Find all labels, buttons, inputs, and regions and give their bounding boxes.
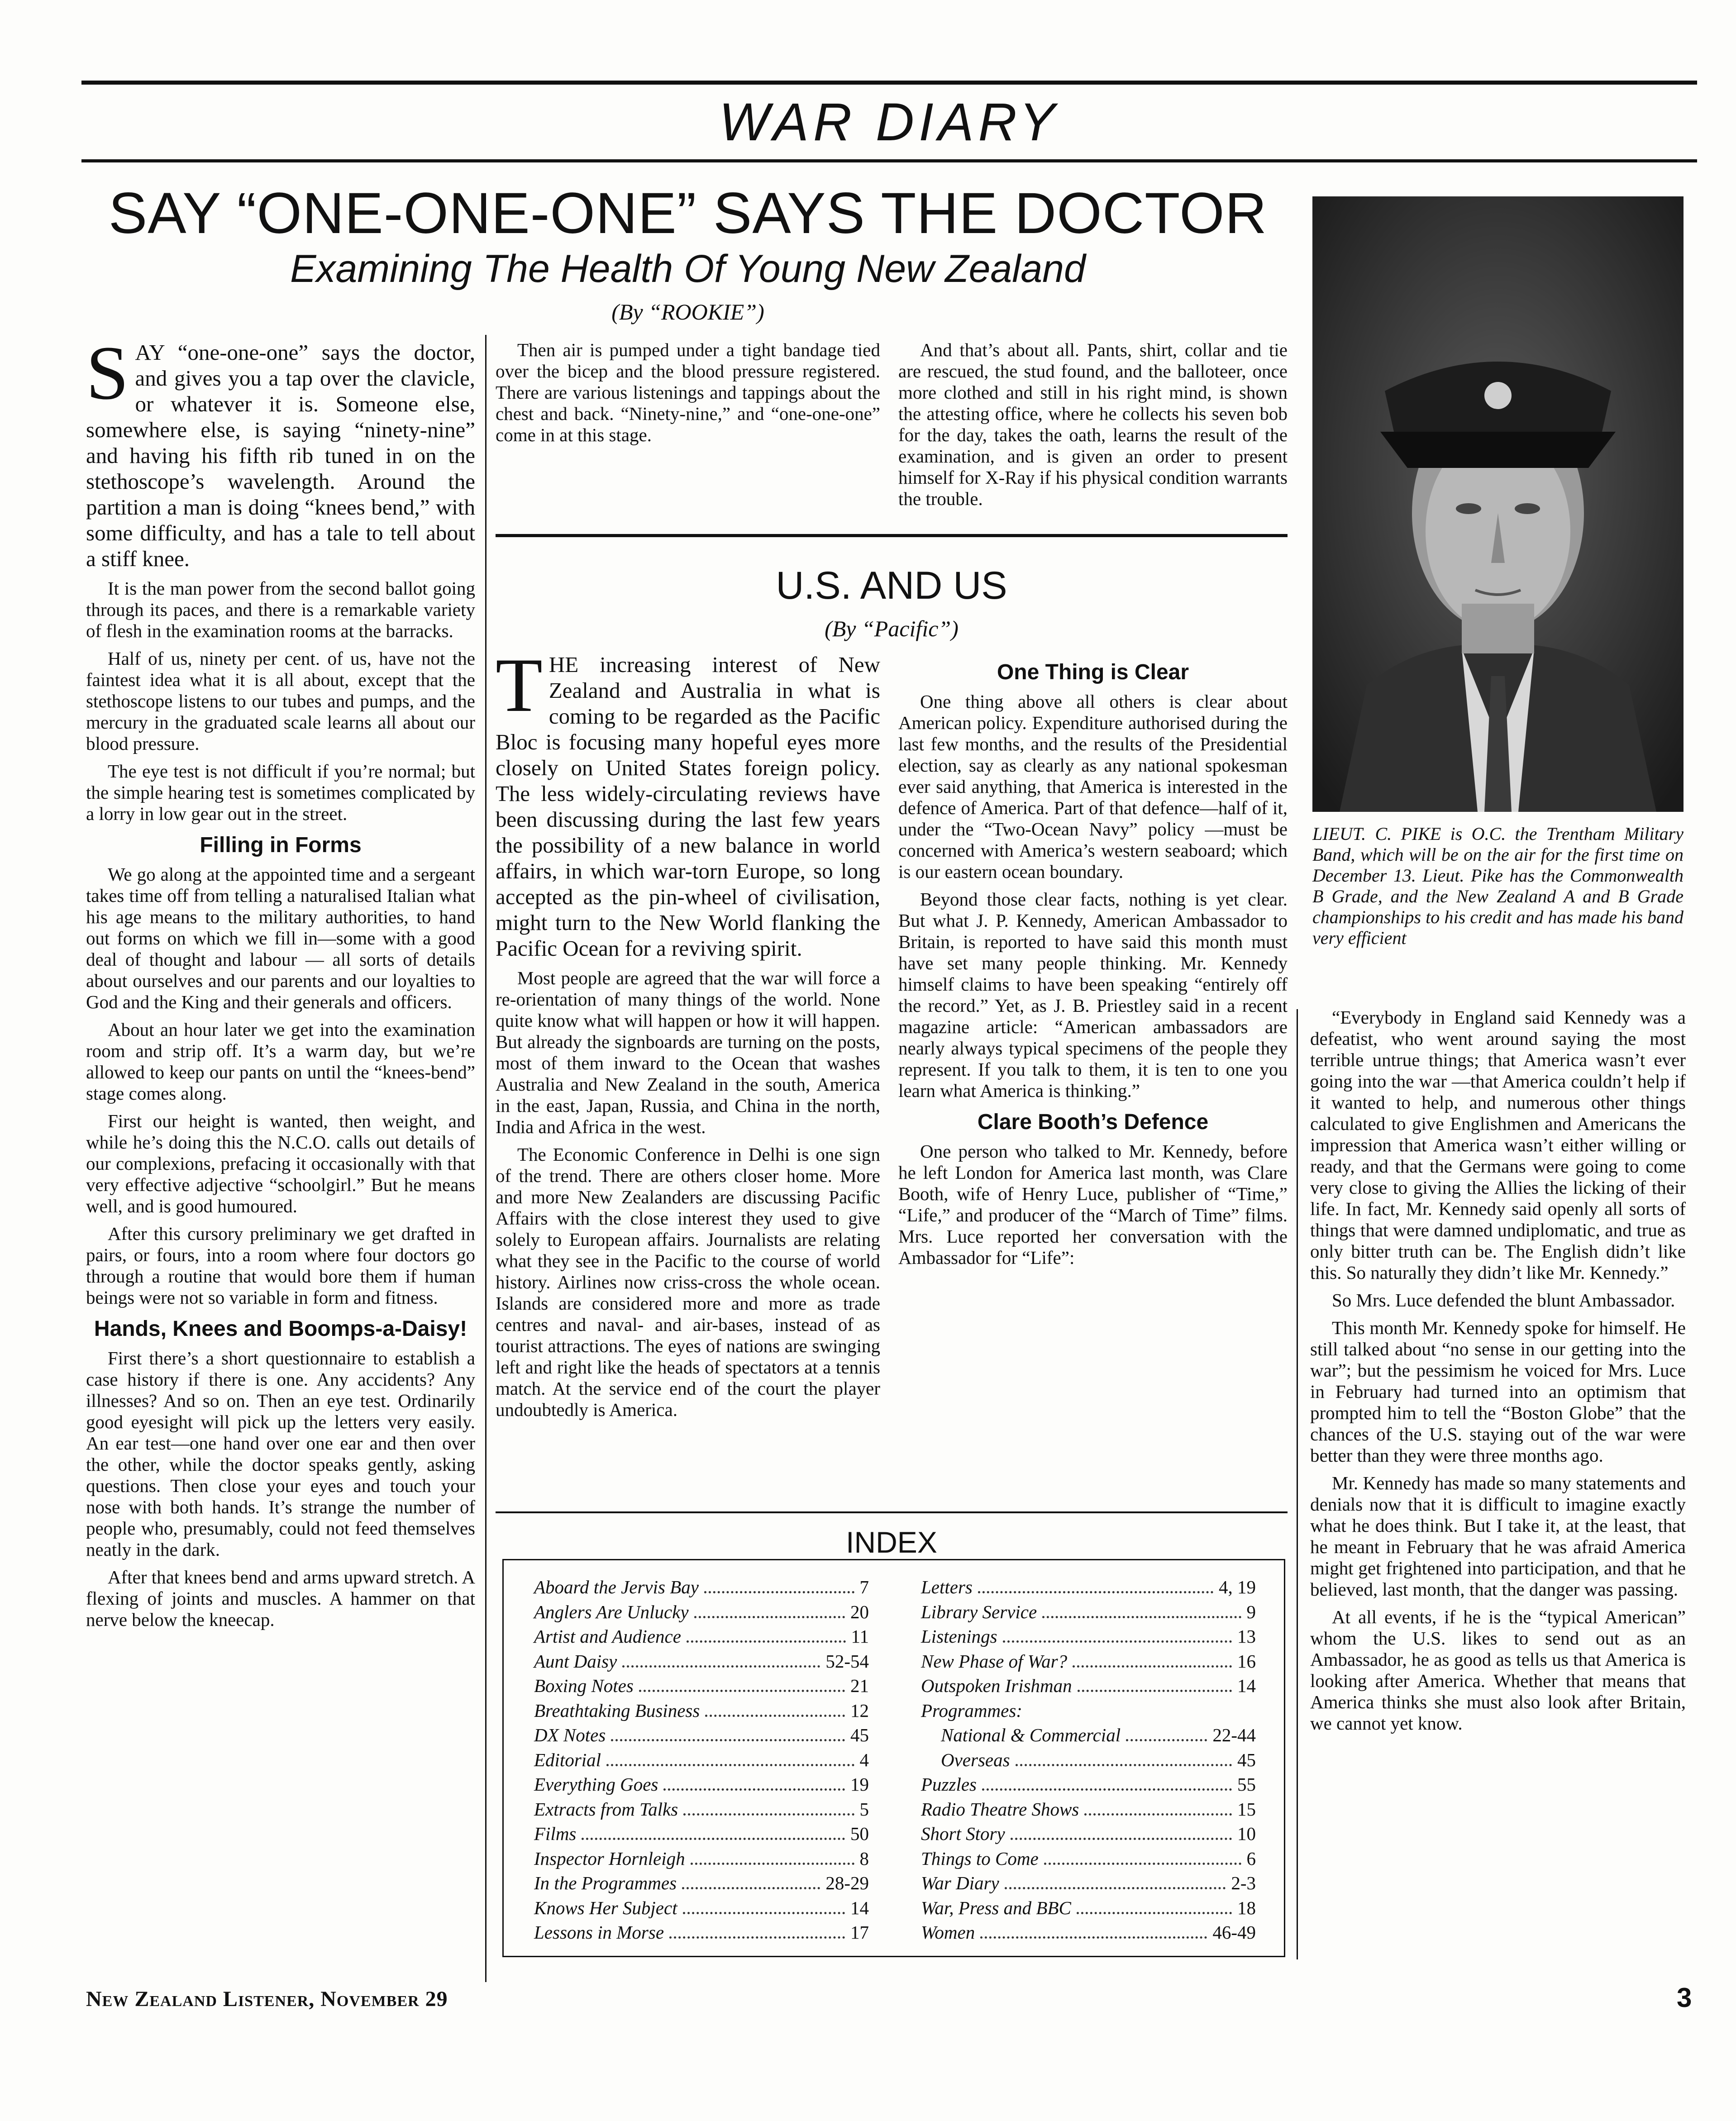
index-entry-name: New Phase of War? [921, 1650, 1068, 1672]
index-entry [921, 1673, 1256, 1698]
index-entry [921, 1723, 1256, 1748]
index-entry-page: 45 [1237, 1749, 1256, 1770]
subheading-clare-booth: Clare Booth’s Defence [977, 1110, 1209, 1134]
index-entry-name: Extracts from Talks [534, 1798, 678, 1820]
paragraph: First our height is wanted, then weight, and while he’s doing this the N.C.O. calls out details of our complexions, prefacing it occasionally with that very effective adjective “schoolgirl.” But he means well, and is good humoured. [86, 1111, 475, 1216]
masthead: WAR DIARY [719, 92, 1060, 152]
index-title: INDEX [846, 1525, 937, 1559]
index-entry-name: Artist and Audience [534, 1626, 681, 1647]
paragraph: The eye test is not difficult if you’re normal; but the simple hearing test is sometimes complicated by a lorry in low gear out in the street. [86, 761, 475, 824]
paragraph: One person who talked to Mr. Kennedy, before he left London for America last month, was Clare Booth, wife of Henry Luce, publisher of “Time,” “Life,” and producer of the “March of Time” films. Mrs. Luce reported her conversation with the Ambassador for “Life”: [898, 1141, 1288, 1268]
index-entry-name: Things to Come [921, 1848, 1039, 1869]
paragraph: So Mrs. Luce defended the blunt Ambassador. [1332, 1290, 1675, 1311]
index-right-column [921, 1575, 1256, 1945]
paragraph: The Economic Conference in Delhi is one sign of the trend. There are others closer home. More and more New Zealanders are discussing Pacific Affairs with the close interest they used to give solely to European affairs. Journalists are relating what they see in the Pacific to the course of world history. Airlines now criss-cross the whole ocean. Islands are considered more and more as trade centres and naval- and air-bases, instead of as tourist attractions. The eyes of nations are swinging left and right like the heads of spectators at a tennis match. At the service end of the court the player undoubtedly is America. [496, 1144, 880, 1420]
article1-column-1 [86, 330, 475, 1637]
index-entry [534, 1871, 869, 1896]
paragraph: Then air is pumped under a tight bandage tied over the bicep and the blood pressure registered. There are various listenings and tappings about the chest and back. “Ninety-nine,” and “one-one-one” come in at this stage. [496, 339, 880, 445]
index-entry [534, 1920, 869, 1945]
index-entry-name: Aboard the Jervis Bay [534, 1577, 699, 1597]
section-divider [496, 534, 1288, 537]
index-entry-page: 7 [859, 1577, 869, 1597]
index-entry-name: Inspector Hornleigh [534, 1848, 685, 1869]
index-entry-page: 16 [1237, 1650, 1256, 1672]
index-entry [921, 1871, 1256, 1896]
paragraph: And that’s about all. Pants, shirt, collar and tie are rescued, the stud found, and the balloteer, once more clothed and still in his right mind, is shown the attesting office, where he collects his seven bob for the day, takes the oath, learns the result of the examination, and is given an order to present himself for X-Ray if his physical condition warrants the trouble. [898, 339, 1288, 509]
index-entry-page: 4 [859, 1749, 869, 1770]
index-entry-page: 13 [1237, 1626, 1256, 1647]
lead-text: AY “one-one-one” says the doctor, and gives you a tap over the clavicle, or whatever it is. Someone else, somewhere else, is saying “ninety-nine” and having his fifth rib tuned in on the stethoscope’s wavelength. Around the partition a man is doing “knees bend,” with some difficulty, and has a tale to tell about a stiff knee. [86, 340, 475, 571]
index-entry-name: Listenings [921, 1626, 997, 1647]
index-entry [534, 1649, 869, 1674]
index-entry-name: Knows Her Subject [534, 1897, 677, 1918]
index-entry-name: War Diary [921, 1873, 999, 1893]
index-entry [534, 1748, 869, 1773]
index-entry [534, 1797, 869, 1822]
drop-cap: T [496, 643, 543, 728]
index-entry [921, 1797, 1256, 1822]
portrait-photo [1312, 196, 1684, 812]
index-entry-heading [921, 1698, 1256, 1723]
index-entry-page: 18 [1237, 1897, 1256, 1918]
article1-column-3 [898, 339, 1288, 516]
paragraph: “Everybody in England said Kennedy was a defeatist, who went around saying the most terrible untrue things; that America wasn’t ever going into the war —that America couldn’t help if it wanted to help, and numerous other things calculated to give Englishmen and Americans the impression that America wasn’t either willing or ready, and that the Germans were going to come very close to giving the Allies the licking of their life. In fact, Mr. Kennedy said openly all sorts of things that were damned undiplomatic, and true as only bitter truth can be. The English didn’t like this. So naturally they didn’t like Mr. Kennedy.” [1310, 1007, 1686, 1283]
index-entry [534, 1575, 869, 1600]
column-divider [1297, 1009, 1298, 1959]
index-entry-name: Letters [921, 1577, 973, 1597]
article1-column-2 [496, 339, 880, 452]
index-entry-page: 9 [1246, 1601, 1256, 1622]
index-entry-page: 6 [1246, 1848, 1256, 1869]
index-entry-page: 45 [850, 1725, 869, 1745]
subheading-one-thing-is-clear: One Thing is Clear [997, 660, 1189, 684]
index-entry-name: Puzzles [921, 1774, 977, 1795]
index-entry-page: 12 [850, 1700, 869, 1721]
index-entry-name: In the Programmes [534, 1873, 677, 1893]
index-entry [534, 1624, 869, 1649]
paragraph: Most people are agreed that the war will force a re-orientation of many things of the world. None quite know what will happen or how it will happen. But already the signboards are turning on the posts, most of them inward to the Ocean that washes Australia and New Zealand in the south, America in the east, Japan, Russia, and China in the north, India and Africa in the west. [496, 968, 880, 1137]
subheading-filling-in-forms: Filling in Forms [200, 833, 362, 857]
lead-paragraph [496, 643, 880, 961]
paragraph: About an hour later we get into the examination room and strip off. It’s a warm day, but we’re allowed to keep our pants on until the “knees-bend” stage comes along. [86, 1019, 475, 1104]
index-entry-page: 46-49 [1212, 1922, 1256, 1943]
index-entry-name: Women [921, 1922, 975, 1943]
index-entry-name: Everything Goes [534, 1774, 658, 1795]
index-entry [921, 1600, 1256, 1625]
index-entry [921, 1821, 1256, 1846]
article2-column-1 [496, 643, 880, 1427]
index-entry-page: 5 [859, 1798, 869, 1820]
us-and-us-title: U.S. AND US [776, 564, 1007, 607]
index-entry-page: 22-44 [1212, 1725, 1256, 1745]
paragraph: This month Mr. Kennedy spoke for himself. He still talked about “no sense in our getting into the war”; but the pessimism he voiced for Mrs. Luce in February had turned into an optimism that prompted him to tell the “Boston Globe” that the chances of the U.S. staying out of the war were better than they were three months ago. [1310, 1317, 1686, 1466]
index-entry-name: Library Service [921, 1601, 1037, 1622]
index-entry-page: 15 [1237, 1798, 1256, 1820]
lead-paragraph [86, 330, 475, 572]
index-entry-name: Lessons in Morse [534, 1922, 664, 1943]
index-entry-name: Films [534, 1823, 577, 1844]
index-entry [534, 1698, 869, 1723]
paragraph: One thing above all others is clear about American policy. Expenditure authorised during the last few months, and the results of the Presidential election, say as clearly as any national spokesman ever said anything, that America is interested in the defence of America. Part of that defence—half of it, under the “Two-Ocean Navy” policy —must be concerned with America’s western seaboard; which is our eastern ocean boundary. [898, 691, 1288, 882]
index-entry-name: Aunt Daisy [534, 1650, 617, 1672]
index-entry [921, 1772, 1256, 1797]
drop-cap: S [86, 330, 129, 415]
index-entry-page: 11 [851, 1626, 869, 1647]
index-entry-name: National & Commercial [941, 1725, 1121, 1745]
index-entry-page: 17 [850, 1922, 869, 1943]
index-entry-name: Anglers Are Unlucky [534, 1601, 689, 1622]
paragraph: First there’s a short questionnaire to establish a case history if there is one. Any accidents? Any illnesses? And so on. Then an eye test. Ordinarily good eyesight will pick up the letters very easily. An ear test—one hand over one ear and then over the other, while the doctor speaks gently, asking questions. Then close your eyes and touch your nose with both hands. It’s strange the number of people who, presumably, could not feed themselves neatly in the dark. [86, 1348, 475, 1560]
column-divider [485, 335, 486, 1982]
index-entry-page: 50 [850, 1823, 869, 1844]
paragraph: After this cursory preliminary we get drafted in pairs, or fours, into a room where four doctors go through a routine that would bore them if human beings were not so variable in form and fitness. [86, 1223, 475, 1308]
paragraph: After that knees bend and arms upward stretch. A flexing of joints and muscles. A hammer on that nerve below the kneecap. [86, 1567, 475, 1630]
index-entry-name: Short Story [921, 1823, 1005, 1844]
index-entry [921, 1748, 1256, 1773]
paragraph: We go along at the appointed time and a sergeant takes time off from telling a naturalised Italian what his age means to the military authorities, to hand out forms on which we fill in—some with a good deal of thought and labour — all sorts of details about ourselves and our parents and our loyalties to God and the King and their generals and officers. [86, 864, 475, 1012]
index-entry-page: 8 [859, 1848, 869, 1869]
index-entry-page: 21 [850, 1675, 869, 1696]
photo-caption: LIEUT. C. PIKE is O.C. the Trentham Military Band, which will be on the air for the first time on December 13. Lieut. Pike has the Commonwealth B Grade, and the New Zealand A and B Grade championships to his credit and has made his band very efficient [1312, 824, 1684, 948]
index-entry-name: Overseas [941, 1749, 1010, 1770]
index-entry-name: Editorial [534, 1749, 601, 1770]
index-entry-page: 20 [850, 1601, 869, 1622]
index-entry-name: War, Press and BBC [921, 1897, 1071, 1918]
masthead-rule [81, 159, 1697, 162]
page-number: 3 [1677, 1983, 1692, 2013]
subheading-hands-knees: Hands, Knees and Boomps-a-Daisy! [94, 1317, 467, 1341]
portrait-image [1312, 196, 1684, 812]
index-entry [534, 1896, 869, 1921]
index-entry [534, 1821, 869, 1846]
paragraph: It is the man power from the second ballot going through its paces, and there is a remarkable variety of flesh in the examination rooms at the barracks. [86, 578, 475, 641]
index-entry-page: 14 [850, 1897, 869, 1918]
index-entry-page: 52-54 [825, 1650, 869, 1672]
index-entry [921, 1575, 1256, 1600]
paragraph: At all events, if he is the “typical American” whom the U.S. likes to send out as an Ambassador, he as good as tells us that America is looking after America. Whether that means that America thinks she must also look after Britain, we cannot yet know. [1310, 1606, 1686, 1734]
index-entry-page: 28-29 [825, 1873, 869, 1893]
index-entry-page: 4, 19 [1219, 1577, 1256, 1597]
index-entry [534, 1723, 869, 1748]
article2-column-3 [1310, 1007, 1686, 1740]
index-left-column [534, 1575, 869, 1945]
index-entry-name: Boxing Notes [534, 1675, 634, 1696]
paragraph: Beyond those clear facts, nothing is yet clear. But what J. P. Kennedy, American Ambassador to Britain, is reported to have said this month must have set many people thinking. Mr. Kennedy himself claims to have been speaking “entirely off the record.” Yet, as J. B. Priestley said in a recent magazine article: “American ambassadors are nearly always typical specimens of the people they represent. If you talk to them, it is ten to one you learn what America is thinking.” [898, 889, 1288, 1101]
index-entry-page: 19 [850, 1774, 869, 1795]
index-entry-page: 55 [1237, 1774, 1256, 1795]
index-entry-page: 2-3 [1231, 1873, 1256, 1893]
paragraph: Mr. Kennedy has made so many statements and denials now that it is difficult to imagine exactly what he does think. But I take it, at the least, that he meant in February that he was afraid America might get frightened into participation, and that he believed, last month, that the danger was passing. [1310, 1473, 1686, 1600]
index-top-rule [496, 1511, 1288, 1513]
index-entry-name: Radio Theatre Shows [921, 1798, 1079, 1820]
headline: SAY “ONE-ONE-ONE” SAYS THE DOCTOR [108, 181, 1268, 246]
index-entry [534, 1846, 869, 1871]
index-entry [921, 1846, 1256, 1871]
lead-text: HE increasing interest of New Zealand and Australia in what is coming to be regarded as the Pacific Bloc is focusing many hopeful eyes more closely on United States foreign policy. The less widely-circulating reviews have been discussing during the last few years the possibility of a new balance in world affairs, in which war-torn Europe, so long accepted as the pin-wheel of civilisation, might turn to the New World flanking the Pacific Ocean for a reviving spirit. [496, 652, 880, 961]
article2-column-2 [898, 652, 1288, 1275]
index-entry-page: 14 [1237, 1675, 1256, 1696]
index-entry-name: DX Notes [534, 1725, 606, 1745]
index-entry-page: 10 [1237, 1823, 1256, 1844]
index-entry [921, 1896, 1256, 1921]
index-entry-name: Outspoken Irishman [921, 1675, 1072, 1696]
index-entry [534, 1600, 869, 1625]
subheadline: Examining The Health Of Young New Zealand [290, 247, 1086, 291]
index-entry [921, 1624, 1256, 1649]
paragraph: Half of us, ninety per cent. of us, have not the faintest idea what it is all about, except that the stethoscope listens to our tubes and pumps, and the mercury in the graduated scale learns all about our blood pressure. [86, 648, 475, 754]
index-entry-name: Breathtaking Business [534, 1700, 700, 1721]
index-entry [534, 1772, 869, 1797]
index-entry-name: Programmes: [921, 1700, 1022, 1721]
publication-footer: New Zealand Listener, November 29 [86, 1987, 448, 2011]
index-entry [921, 1920, 1256, 1945]
byline-pacific: (By “Pacific”) [825, 616, 959, 641]
index-entry [921, 1649, 1256, 1674]
byline-rookie: (By “ROOKIE”) [611, 299, 764, 324]
index-entry [534, 1673, 869, 1698]
